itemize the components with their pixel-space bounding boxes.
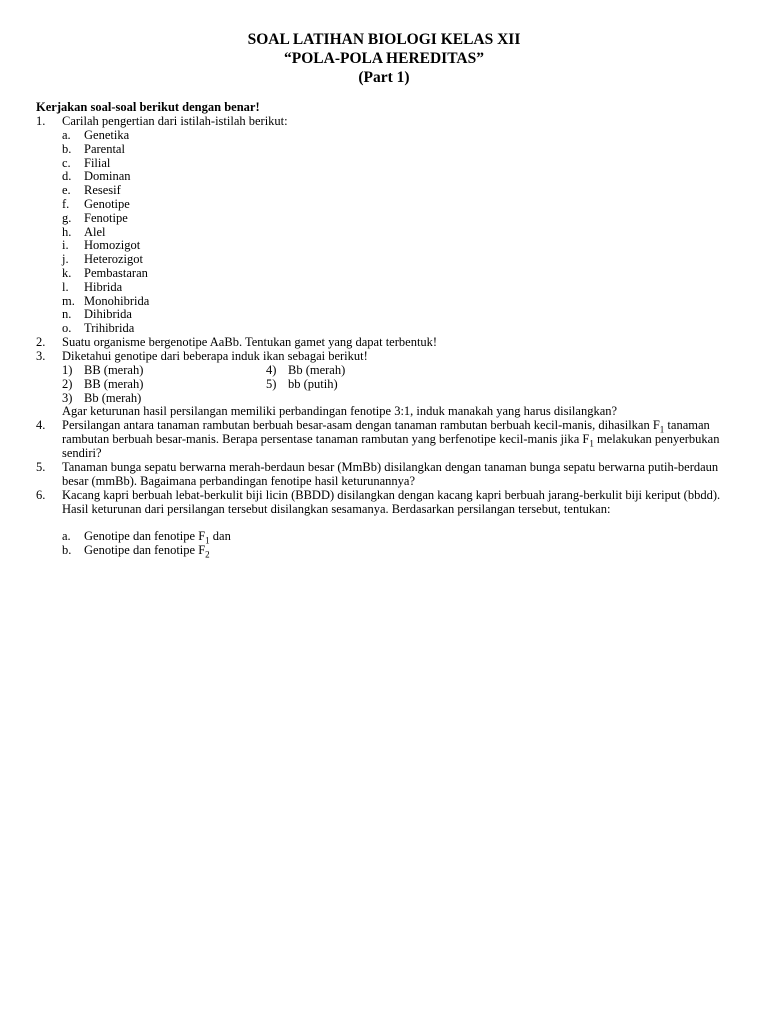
item-letter: m.: [62, 293, 75, 308]
list-item: [62, 308, 362, 322]
question-number: 2.: [36, 335, 46, 349]
list-item: [62, 170, 362, 184]
list-item: [62, 544, 362, 558]
term-list: [62, 129, 362, 336]
list-item: [62, 253, 362, 267]
list-item: [62, 143, 362, 157]
option-number: 4): [266, 363, 277, 377]
list-item: [62, 184, 362, 198]
option-value: BB (merah): [84, 363, 144, 377]
item-letter: f.: [62, 196, 70, 211]
item-label: Monohibrida: [84, 293, 150, 308]
item-letter: l.: [62, 279, 69, 294]
text-segment: dan: [209, 529, 231, 543]
subscript: 2: [205, 549, 210, 560]
item-label: Heterozigot: [84, 252, 144, 267]
list-item: [62, 295, 362, 309]
instruction-text: Kerjakan soal-soal berikut dengan benar!: [36, 100, 260, 114]
item-label: Parental: [84, 141, 125, 156]
item-letter: c.: [62, 155, 71, 170]
worksheet-header: [0, 30, 768, 87]
item-letter: k.: [62, 265, 72, 280]
item-label: [84, 530, 231, 544]
item-label: Alel: [84, 224, 106, 239]
list-item: [62, 239, 362, 253]
item-letter: b.: [62, 141, 72, 156]
option-number: 3): [62, 391, 73, 405]
determine-list: [62, 530, 362, 558]
item-letter: i.: [62, 238, 69, 253]
item-letter: o.: [62, 321, 72, 336]
text-segment: Genotipe dan fenotipe F: [84, 542, 206, 557]
list-item: [62, 267, 362, 281]
question-number: 5.: [36, 460, 46, 474]
list-item: [62, 322, 362, 336]
item-label: Pembastaran: [84, 265, 148, 280]
option-value: Bb (merah): [84, 391, 142, 405]
question-number: 1.: [36, 114, 46, 128]
item-label: Filial: [84, 155, 111, 170]
question-text: Carilah pengertian dari istilah-istilah berikut:: [62, 114, 288, 128]
question-number: 6.: [36, 488, 46, 502]
item-letter: a.: [62, 128, 71, 142]
question-3-followup: [62, 405, 742, 419]
title-line-3: (Part 1): [358, 69, 410, 86]
item-label: Genetika: [84, 128, 130, 142]
option-value: BB (merah): [84, 377, 144, 391]
item-letter: d.: [62, 169, 72, 184]
question-text: Kacang kapri berbuah lebat-berkulit biji licin (BBDD) disilangkan dengan kacang kapri berbuah jarang-berkulit biji keriput (bbdd). Hasil keturunan dari persilangan tersebut disilangkan sesamanya. Berdasarkan persilangan tersebut, tentukan:: [62, 488, 721, 516]
list-item: [62, 129, 362, 143]
text-segment: Persilangan antara tanaman rambutan berbuah besar-asam dengan tanaman rambutan berbuah kecil-manis, dihasilkan F: [62, 418, 660, 432]
title-line-2: “POLA-POLA HEREDITAS”: [284, 50, 484, 67]
subscript: 1: [659, 424, 665, 435]
question-number: 3.: [36, 349, 46, 363]
list-item: [62, 157, 362, 171]
list-item: [62, 212, 362, 226]
option-value: Bb (merah): [288, 363, 346, 377]
item-label: Hibrida: [84, 279, 123, 294]
item-letter: h.: [62, 224, 72, 239]
list-item: [62, 530, 362, 544]
item-label: Resesif: [84, 183, 121, 198]
item-label: [84, 544, 210, 558]
subscript: 1: [589, 438, 594, 449]
item-label: Fenotipe: [84, 210, 128, 225]
item-letter: j.: [62, 252, 69, 267]
item-letter: a.: [62, 529, 71, 543]
item-letter: n.: [62, 307, 72, 322]
list-item: [62, 226, 362, 240]
text-segment: Genotipe dan fenotipe F: [84, 529, 206, 543]
question-text: Tanaman bunga sepatu berwarna merah-berdaun besar (MmBb) disilangkan dengan tanaman bunga sepatu berwarna putih-berdaun besar (mmBb). Bagaimana perbandingan fenotipe hasil keturunannya?: [62, 460, 719, 488]
option-value: bb (putih): [288, 377, 338, 391]
item-label: Dominan: [84, 169, 131, 184]
question-text: Diketahui genotipe dari beberapa induk ikan sebagai berikut!: [62, 349, 368, 363]
option-number: 5): [266, 377, 277, 391]
item-label: Dihibrida: [84, 307, 132, 322]
item-label: Genotipe: [84, 196, 130, 211]
item-letter: g.: [62, 210, 72, 225]
question-text: Agar keturunan hasil persilangan memiliki perbandingan fenotipe 3:1, induk manakah yang harus disilangkan?: [62, 404, 618, 418]
text-segment: tanaman rambutan berbuah besar-manis. Berapa persentase tanaman rambutan yang berfenotipe kecil-manis jika F: [62, 418, 710, 446]
list-item: [62, 198, 362, 212]
subscript: 1: [205, 535, 210, 546]
list-item: [62, 281, 362, 295]
item-letter: e.: [62, 183, 71, 198]
item-letter: b.: [62, 542, 72, 557]
title-line-1: SOAL LATIHAN BIOLOGI KELAS XII: [247, 31, 521, 48]
item-label: Homozigot: [84, 238, 141, 253]
option-number: 2): [62, 377, 73, 391]
question-text: [62, 419, 734, 460]
question-text: Suatu organisme bergenotipe AaBb. Tentukan gamet yang dapat terbentuk!: [62, 335, 438, 349]
question-number: 4.: [36, 418, 46, 432]
option-number: 1): [62, 363, 73, 377]
item-label: Trihibrida: [84, 321, 135, 336]
text-segment: melakukan penyerbukan sendiri?: [62, 431, 720, 460]
